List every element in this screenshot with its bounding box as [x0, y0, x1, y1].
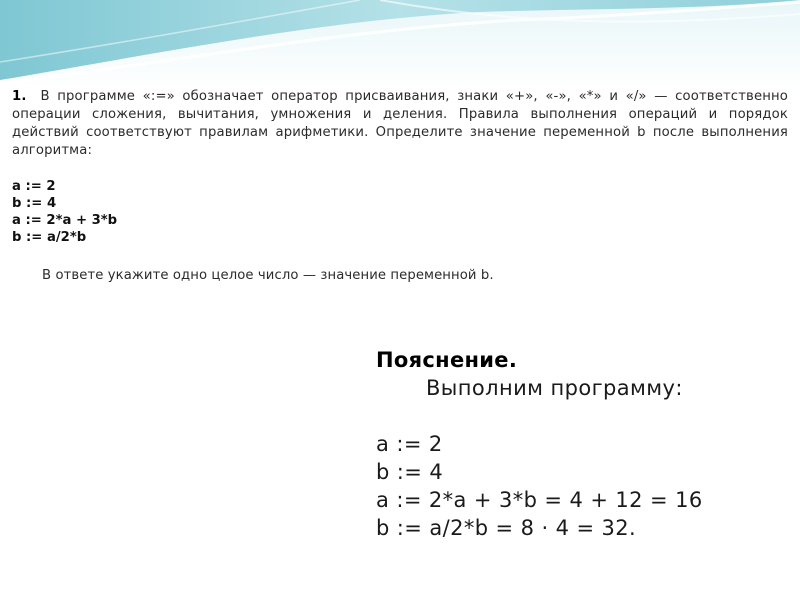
explanation-line: a := 2*a + 3*b = 4 + 12 = 16 [376, 488, 703, 512]
code-line: b := a/2*b [12, 230, 87, 245]
task-text: В программе «:=» обозначает оператор присваивания, знаки «+», «-», «*» и «/» — соответственно операции сложения, вычитания, умножения и деления. Правила выполнения операций и порядок действий соответствуют правилам арифметики. Определите значение переменной b после выполнения алгоритма: [12, 89, 788, 158]
explanation-line: b := a/2*b = 8 · 4 = 32. [376, 516, 637, 540]
explanation-code [376, 430, 703, 542]
explanation-block [374, 348, 780, 556]
code-line: a := 2 [12, 179, 56, 194]
task-code [12, 178, 117, 246]
explanation-line: a := 2 [376, 432, 443, 456]
task-statement [12, 88, 788, 160]
explanation-subtitle: Выполним программу: [426, 376, 683, 400]
explanation-title: Пояснение. [376, 348, 518, 372]
answer-hint: В ответе укажите одно целое число — значение переменной b. [42, 268, 494, 283]
code-line: b := 4 [12, 196, 57, 211]
code-line: a := 2*a + 3*b [12, 213, 118, 228]
decorative-wave-banner [0, 0, 800, 90]
explanation-line: b := 4 [376, 460, 444, 484]
task-block [10, 84, 790, 290]
task-number: 1. [12, 89, 27, 104]
